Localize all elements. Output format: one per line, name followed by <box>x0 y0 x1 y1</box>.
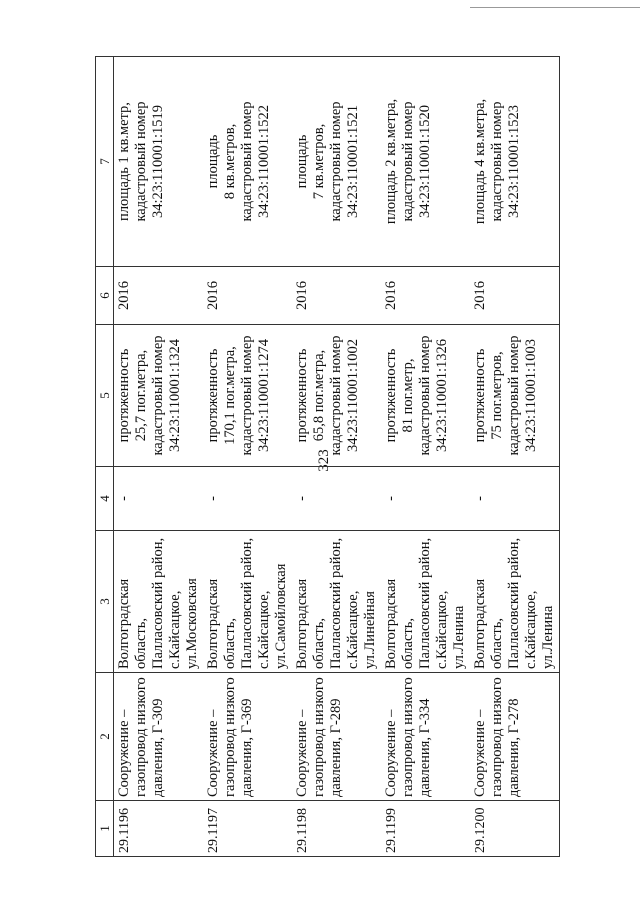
row-number: 29.1197 <box>203 801 292 857</box>
table-row <box>114 57 204 857</box>
object-length: протяженность 25,7 пог.метра, кадастровый номер 34:23:110001:1324 <box>114 325 204 467</box>
column-4-value: - <box>381 467 470 531</box>
object-area: площадь 2 кв.метра, кадастровый номер 34:23:110001:1520 <box>381 57 470 267</box>
object-year: 2016 <box>203 267 292 325</box>
object-area: площадь 4 кв.метра, кадастровый номер 34:23:110001:1523 <box>470 57 560 267</box>
row-number: 29.1199 <box>381 801 470 857</box>
column-header: 3 <box>96 531 114 673</box>
object-length: протяженность 65,8 пог.метра, кадастровый номер 34:23:110001:1002 <box>292 325 381 467</box>
column-header: 4 <box>96 467 114 531</box>
table-row <box>203 57 292 857</box>
object-length: протяженность 170,1 пог.метра, кадастровый номер 34:23:110001:1274 <box>203 325 292 467</box>
column-header: 2 <box>96 673 114 801</box>
table-row <box>381 57 470 857</box>
column-4-value: - <box>203 467 292 531</box>
object-address: Волгоградская область, Палласовский район, с.Кайсацкое, ул.Линейная <box>292 531 381 673</box>
column-header: 7 <box>96 57 114 267</box>
object-year: 2016 <box>470 267 560 325</box>
object-year: 2016 <box>114 267 204 325</box>
row-number: 29.1198 <box>292 801 381 857</box>
property-table <box>95 56 560 857</box>
table-row <box>292 57 381 857</box>
object-address: Волгоградская область, Палласовский район, с.Кайсацкое, ул.Ленина <box>381 531 470 673</box>
column-4-value: - <box>470 467 560 531</box>
column-4-value: - <box>292 467 381 531</box>
column-4-value: - <box>114 467 204 531</box>
table-header-row <box>96 57 114 857</box>
object-name: Сооружение – газопровод низкого давления, Г-334 <box>381 673 470 801</box>
object-area: площадь 1 кв.метр, кадастровый номер 34:23:110001:1519 <box>114 57 204 267</box>
object-name: Сооружение – газопровод низкого давления, Г-309 <box>114 673 204 801</box>
page-number: 323 <box>315 449 332 472</box>
column-header: 5 <box>96 325 114 467</box>
object-name: Сооружение – газопровод низкого давления, Г-369 <box>203 673 292 801</box>
object-area: площадь 8 кв.метров, кадастровый номер 34:23:110001:1522 <box>203 57 292 267</box>
object-address: Волгоградская область, Палласовский район, с.Кайсацкое, ул.Московская <box>114 531 204 673</box>
object-length: протяженность 81 пог.метр, кадастровый номер 34:23:110001:1326 <box>381 325 470 467</box>
object-address: Волгоградская область, Палласовский район, с.Кайсацкое, ул.Самойловская <box>203 531 292 673</box>
row-number: 29.1200 <box>470 801 560 857</box>
object-name: Сооружение – газопровод низкого давления, Г-278 <box>470 673 560 801</box>
column-header: 1 <box>96 801 114 857</box>
column-header: 6 <box>96 267 114 325</box>
scan-top-rule <box>470 7 640 8</box>
object-year: 2016 <box>292 267 381 325</box>
row-number: 29.1196 <box>114 801 204 857</box>
object-length: протяженность 75 пог.метров, кадастровый номер 34:23:110001:1003 <box>470 325 560 467</box>
table-row <box>470 57 560 857</box>
object-year: 2016 <box>381 267 470 325</box>
object-name: Сооружение – газопровод низкого давления, Г-289 <box>292 673 381 801</box>
object-area: площадь 7 кв.метров, кадастровый номер 34:23:110001:1521 <box>292 57 381 267</box>
object-address: Волгоградская область, Палласовский район, с.Кайсацкое, ул.Ленина <box>470 531 560 673</box>
